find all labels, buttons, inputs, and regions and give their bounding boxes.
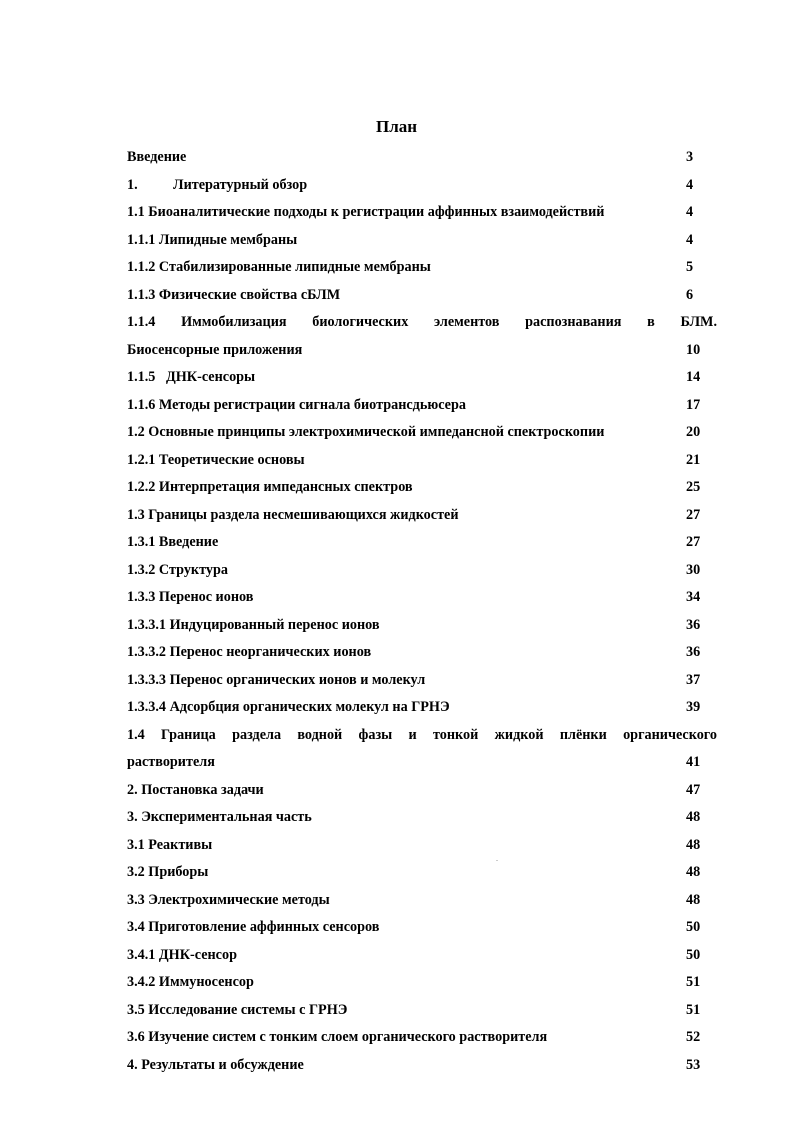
toc-entry xyxy=(127,695,717,723)
toc-entry-page: 39 xyxy=(686,699,701,715)
toc-entry xyxy=(127,228,717,256)
toc-entry-label: 1.3 Границы раздела несмешивающихся жидкостей xyxy=(127,506,459,523)
toc-entry-page: 14 xyxy=(686,369,701,385)
toc-entry-page: 48 xyxy=(686,864,701,880)
toc-entry-page: 3 xyxy=(686,149,694,165)
toc-entry-label: 1.3.3.2 Перенос неорганических ионов xyxy=(127,644,372,660)
toc-entry-page: 34 xyxy=(686,589,701,605)
toc-entry xyxy=(127,668,717,696)
toc-entry xyxy=(127,475,717,503)
table-of-contents xyxy=(127,145,717,1080)
toc-entry xyxy=(127,1053,717,1081)
toc-entry xyxy=(127,365,717,393)
toc-entry xyxy=(127,998,717,1026)
toc-entry-page: 10 xyxy=(686,341,701,358)
toc-entry-page: 48 xyxy=(686,891,701,908)
toc-entry xyxy=(127,585,717,613)
toc-entry-page: 20 xyxy=(686,424,701,440)
toc-entry-page: 51 xyxy=(686,974,701,990)
toc-entry xyxy=(127,778,717,806)
page-title: План xyxy=(375,117,418,136)
toc-entry-label: 1.1.4 Иммобилизация биологических элементов распознавания в БЛМ. xyxy=(127,314,717,330)
toc-entry-label: 1.2.1 Теоретические основы xyxy=(127,451,305,468)
toc-entry-page: 30 xyxy=(686,561,701,578)
toc-entry-page: 27 xyxy=(686,506,701,523)
toc-entry-label: Биосенсорные приложения xyxy=(127,341,303,358)
toc-entry-page: 25 xyxy=(686,479,701,495)
toc-entry-text: Литературный обзор xyxy=(173,176,308,193)
toc-entry-label: 1.1.6 Методы регистрации сигнала биотрансдьюсера xyxy=(127,396,466,413)
toc-entry-label: 3.4.1 ДНК-сенсор xyxy=(127,946,237,963)
toc-entry xyxy=(127,915,717,943)
toc-entry-label: 3.2 Приборы xyxy=(127,864,209,880)
toc-entry xyxy=(127,338,717,366)
toc-entry-page: 52 xyxy=(686,1029,701,1045)
toc-entry-label: 1.3.3.1 Индуцированный перенос ионов xyxy=(127,616,380,633)
toc-entry-label: 1.3.3.4 Адсорбция органических молекул на ГРНЭ xyxy=(127,699,450,715)
toc-entry xyxy=(127,393,717,421)
toc-entry-number: 1. xyxy=(127,176,138,193)
toc-entry xyxy=(127,173,717,201)
toc-entry xyxy=(127,860,717,888)
toc-entry-label: 1.3.3.3 Перенос органических ионов и молекул xyxy=(127,671,426,688)
toc-entry-label: 3.6 Изучение систем с тонким слоем органического растворителя xyxy=(127,1029,548,1045)
toc-entry-label: 1.2.2 Интерпретация импедансных спектров xyxy=(127,479,413,495)
toc-entry-label: 3.4.2 Иммуносенсор xyxy=(127,974,254,990)
toc-entry xyxy=(127,420,717,448)
toc-entry-page: 5 xyxy=(686,259,694,275)
toc-entry xyxy=(127,723,717,751)
toc-entry xyxy=(127,448,717,476)
toc-entry xyxy=(127,145,717,173)
scan-speck xyxy=(496,860,498,861)
toc-entry-page: 50 xyxy=(686,946,701,963)
toc-entry xyxy=(127,970,717,998)
toc-entry xyxy=(127,200,717,228)
toc-entry xyxy=(127,558,717,586)
toc-entry-label: 3.3 Электрохимические методы xyxy=(127,891,330,908)
toc-entry-label: 3.5 Исследование системы с ГРНЭ xyxy=(127,1001,348,1018)
toc-entry xyxy=(127,805,717,833)
toc-entry-page: 21 xyxy=(686,451,701,468)
toc-entry-label: 1.3.2 Структура xyxy=(127,561,228,578)
toc-entry-page: 47 xyxy=(686,781,701,798)
toc-entry-page: 37 xyxy=(686,671,701,688)
toc-entry-label: 1.1.3 Физические свойства сБЛМ xyxy=(127,286,341,303)
toc-entry-label: 2. Постановка задачи xyxy=(127,781,264,798)
toc-entry-page: 48 xyxy=(686,809,701,825)
toc-entry xyxy=(127,255,717,283)
toc-entry-label: 3. Экспериментальная часть xyxy=(127,809,312,825)
toc-entry xyxy=(127,640,717,668)
toc-entry-page: 48 xyxy=(686,836,701,853)
toc-entry-page: 17 xyxy=(686,396,701,413)
toc-entry-page: 36 xyxy=(686,616,701,633)
toc-entry xyxy=(127,1025,717,1053)
toc-entry-page: 4 xyxy=(686,176,694,193)
toc-entry-label: 3.1 Реактивы xyxy=(127,836,213,853)
toc-entry-label: 1.3.3 Перенос ионов xyxy=(127,589,254,605)
toc-entry-label: 1.1 Биоаналитические подходы к регистрации аффинных взаимодействий xyxy=(127,204,605,220)
toc-entry-page: 27 xyxy=(686,534,701,550)
toc-entry-label: 1.1.5 ДНК-сенсоры xyxy=(127,369,256,385)
toc-entry xyxy=(127,310,717,338)
toc-entry xyxy=(127,530,717,558)
toc-entry xyxy=(127,613,717,641)
toc-entry-label: 1.1.1 Липидные мембраны xyxy=(127,231,298,248)
toc-entry-label: 1.1.2 Стабилизированные липидные мембраны xyxy=(127,259,431,275)
toc-entry-label: 3.4 Приготовление аффинных сенсоров xyxy=(127,919,380,935)
toc-entry xyxy=(127,943,717,971)
toc-entry-label: Введение xyxy=(127,149,187,165)
toc-entry xyxy=(127,888,717,916)
toc-entry-page: 4 xyxy=(686,204,694,220)
toc-entry-label: растворителя xyxy=(127,754,215,770)
toc-entry xyxy=(127,833,717,861)
toc-entry xyxy=(127,750,717,778)
toc-entry-label: 1.3.1 Введение xyxy=(127,534,219,550)
toc-entry-label: 4. Результаты и обсуждение xyxy=(127,1056,304,1073)
toc-entry-label xyxy=(127,173,307,198)
toc-entry-label: 1.2 Основные принципы электрохимической импедансной спектроскопии xyxy=(127,424,605,440)
toc-entry-page: 4 xyxy=(686,231,694,248)
toc-entry-page: 6 xyxy=(686,286,694,303)
toc-entry-page: 36 xyxy=(686,644,701,660)
toc-entry-page: 41 xyxy=(686,754,701,770)
toc-entry xyxy=(127,503,717,531)
toc-entry-page: 53 xyxy=(686,1056,701,1073)
toc-entry-page: 51 xyxy=(686,1001,701,1018)
toc-entry-label: 1.4 Граница раздела водной фазы и тонкой жидкой плёнки органического xyxy=(127,726,717,743)
toc-entry-page: 50 xyxy=(686,919,701,935)
toc-entry xyxy=(127,283,717,311)
